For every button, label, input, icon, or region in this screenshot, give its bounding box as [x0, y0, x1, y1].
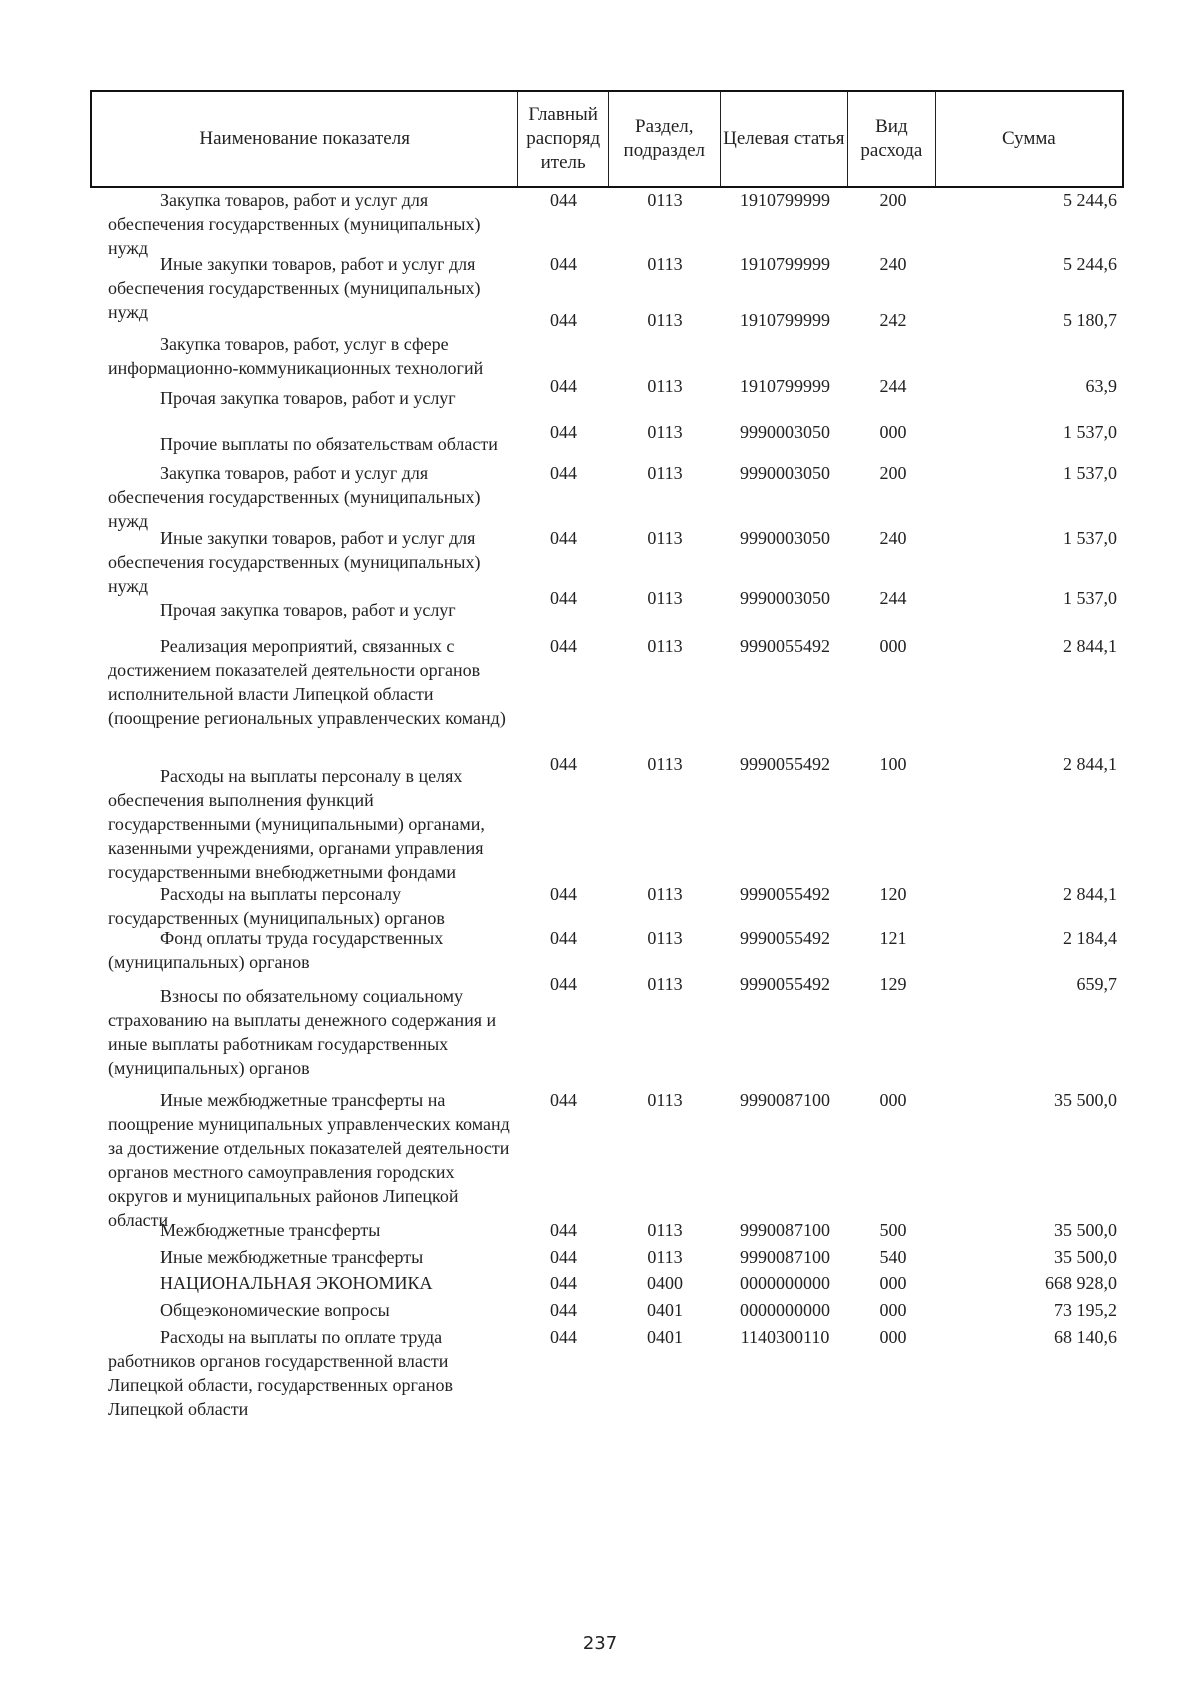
row-vid: 240 [879, 254, 907, 274]
row-celevaya: 9990055492 [740, 636, 830, 656]
row-name: Прочая закупка товаров, работ и услуг [160, 388, 456, 408]
row-vid: 242 [879, 310, 907, 330]
row-grbs: 044 [550, 884, 577, 904]
row-celevaya: 9990003050 [740, 588, 830, 608]
row-celevaya: 9990055492 [740, 884, 830, 904]
row-celevaya: 9990087100 [740, 1220, 830, 1240]
row-celevaya: 9990055492 [740, 928, 830, 948]
row-vid: 500 [879, 1220, 907, 1240]
row-name: Закупка товаров, работ и услуг для обеспечения государственных (муниципальных) нужд [108, 190, 481, 258]
row-celevaya: 9990087100 [740, 1090, 830, 1110]
row-razdel: 0401 [647, 1327, 683, 1347]
row-grbs: 044 [550, 254, 577, 274]
row-summa: 35 500,0 [1054, 1220, 1117, 1240]
row-celevaya: 1910799999 [740, 254, 830, 274]
row-summa: 2 844,1 [1063, 754, 1117, 774]
row-summa: 2 844,1 [1063, 636, 1117, 656]
row-name: Закупка товаров, работ и услуг для обеспечения государственных (муниципальных) нужд [108, 463, 481, 531]
row-summa: 68 140,6 [1054, 1327, 1117, 1347]
row-vid: 129 [879, 974, 907, 994]
row-name: Взносы по обязательному социальному страхованию на выплаты денежного содержания и иные выплаты работникам государственных (муниципальных) органов [108, 986, 497, 1078]
row-summa: 35 500,0 [1054, 1090, 1117, 1110]
row-razdel: 0113 [647, 974, 683, 994]
row-summa: 2 844,1 [1063, 884, 1117, 904]
row-razdel: 0113 [647, 463, 683, 483]
row-summa: 659,7 [1076, 974, 1117, 994]
row-razdel: 0113 [647, 310, 683, 330]
row-vid: 540 [879, 1247, 907, 1267]
row-vid: 000 [879, 422, 907, 442]
row-celevaya: 0000000000 [740, 1300, 830, 1320]
row-summa: 5 180,7 [1063, 310, 1117, 330]
row-celevaya: 9990087100 [740, 1247, 830, 1267]
row-grbs: 044 [550, 310, 577, 330]
row-razdel: 0113 [647, 884, 683, 904]
row-celevaya: 9990055492 [740, 754, 830, 774]
row-vid: 120 [879, 884, 907, 904]
row-summa: 73 195,2 [1054, 1300, 1117, 1320]
row-vid: 244 [879, 588, 907, 608]
row-razdel: 0113 [647, 928, 683, 948]
row-grbs: 044 [550, 928, 577, 948]
row-grbs: 044 [550, 528, 577, 548]
row-grbs: 044 [550, 422, 577, 442]
row-razdel: 0113 [647, 254, 683, 274]
row-vid: 244 [879, 376, 907, 396]
row-celevaya: 1910799999 [740, 376, 830, 396]
row-summa: 1 537,0 [1063, 528, 1117, 548]
row-grbs: 044 [550, 1090, 577, 1110]
row-name: НАЦИОНАЛЬНАЯ ЭКОНОМИКА [160, 1273, 433, 1293]
row-grbs: 044 [550, 636, 577, 656]
row-name: Межбюджетные трансферты [160, 1220, 381, 1240]
header-vid: Вид расхода [848, 92, 936, 186]
header-celevaya: Целевая статья [721, 92, 849, 186]
row-razdel: 0113 [647, 422, 683, 442]
row-summa: 1 537,0 [1063, 588, 1117, 608]
row-summa: 35 500,0 [1054, 1247, 1117, 1267]
row-name: Реализация мероприятий, связанных с достижением показателей деятельности органов исполнительной власти Липецкой области (поощрение региональных управленческих команд) [108, 636, 506, 728]
row-grbs: 044 [550, 754, 577, 774]
row-celevaya: 1910799999 [740, 190, 830, 210]
header-name: Наименование показателя [92, 92, 518, 186]
row-name: Расходы на выплаты по оплате труда работников органов государственной власти Липецкой области, государственных органов Липецкой области [108, 1327, 453, 1419]
row-razdel: 0113 [647, 1090, 683, 1110]
header-razdel: Раздел, подраздел [609, 92, 721, 186]
row-razdel: 0113 [647, 376, 683, 396]
row-name: Расходы на выплаты персоналу в целях обеспечения выполнения функций государственными (муниципальными) органами, казенными учреждениями, органами управления государственными внебюджетными фондами [108, 766, 485, 882]
row-razdel: 0400 [647, 1273, 683, 1293]
row-razdel: 0113 [647, 754, 683, 774]
row-razdel: 0401 [647, 1300, 683, 1320]
row-vid: 200 [879, 463, 907, 483]
row-celevaya: 1140300110 [740, 1327, 830, 1347]
row-name: Иные закупки товаров, работ и услуг для обеспечения государственных (муниципальных) нужд [108, 254, 481, 322]
row-vid: 000 [879, 1327, 907, 1347]
header-summa: Сумма [1001, 128, 1056, 149]
row-vid: 100 [879, 754, 907, 774]
row-name: Закупка товаров, работ, услуг в сфере информационно-коммуникационных технологий [108, 334, 484, 378]
row-razdel: 0113 [647, 636, 683, 656]
row-razdel: 0113 [647, 1247, 683, 1267]
table-header [90, 90, 1124, 188]
row-grbs: 044 [550, 1220, 577, 1240]
row-vid: 000 [879, 1090, 907, 1110]
row-summa: 1 537,0 [1063, 422, 1117, 442]
row-name: Иные межбюджетные трансферты на поощрение муниципальных управленческих команд за достижение отдельных показателей деятельности органов местного самоуправления городских округов и муниципальных районов Липецкой области [108, 1090, 510, 1230]
row-summa: 668 928,0 [1045, 1273, 1117, 1293]
row-grbs: 044 [550, 463, 577, 483]
row-name: Расходы на выплаты персоналу государственных (муниципальных) органов [108, 884, 445, 928]
row-grbs: 044 [550, 588, 577, 608]
row-vid: 000 [879, 636, 907, 656]
row-celevaya: 9990003050 [740, 422, 830, 442]
row-vid: 000 [879, 1273, 907, 1293]
row-vid: 000 [879, 1300, 907, 1320]
row-razdel: 0113 [647, 190, 683, 210]
row-name: Прочие выплаты по обязательствам области [160, 434, 498, 454]
row-celevaya: 1910799999 [740, 310, 830, 330]
row-name: Иные закупки товаров, работ и услуг для обеспечения государственных (муниципальных) нужд [108, 528, 481, 596]
row-summa: 1 537,0 [1063, 463, 1117, 483]
row-vid: 200 [879, 190, 907, 210]
row-summa: 5 244,6 [1063, 190, 1117, 210]
row-grbs: 044 [550, 376, 577, 396]
row-celevaya: 9990055492 [740, 974, 830, 994]
row-grbs: 044 [550, 190, 577, 210]
row-grbs: 044 [550, 974, 577, 994]
row-celevaya: 0000000000 [740, 1273, 830, 1293]
row-vid: 240 [879, 528, 907, 548]
row-name: Общеэкономические вопросы [160, 1300, 390, 1320]
row-summa: 63,9 [1085, 376, 1117, 396]
row-name: Фонд оплаты труда государственных (муниципальных) органов [108, 928, 444, 972]
row-grbs: 044 [550, 1247, 577, 1267]
row-grbs: 044 [550, 1273, 577, 1293]
row-celevaya: 9990003050 [740, 463, 830, 483]
row-grbs: 044 [550, 1327, 577, 1347]
row-summa: 5 244,6 [1063, 254, 1117, 274]
row-celevaya: 9990003050 [740, 528, 830, 548]
row-razdel: 0113 [647, 1220, 683, 1240]
row-vid: 121 [879, 928, 907, 948]
row-grbs: 044 [550, 1300, 577, 1320]
row-razdel: 0113 [647, 588, 683, 608]
row-name: Иные межбюджетные трансферты [160, 1247, 424, 1267]
header-grbs: Главный распоряд итель [518, 92, 609, 186]
row-summa: 2 184,4 [1063, 928, 1117, 948]
page-number: 237 [582, 1633, 618, 1654]
row-razdel: 0113 [647, 528, 683, 548]
row-name: Прочая закупка товаров, работ и услуг [160, 600, 456, 620]
